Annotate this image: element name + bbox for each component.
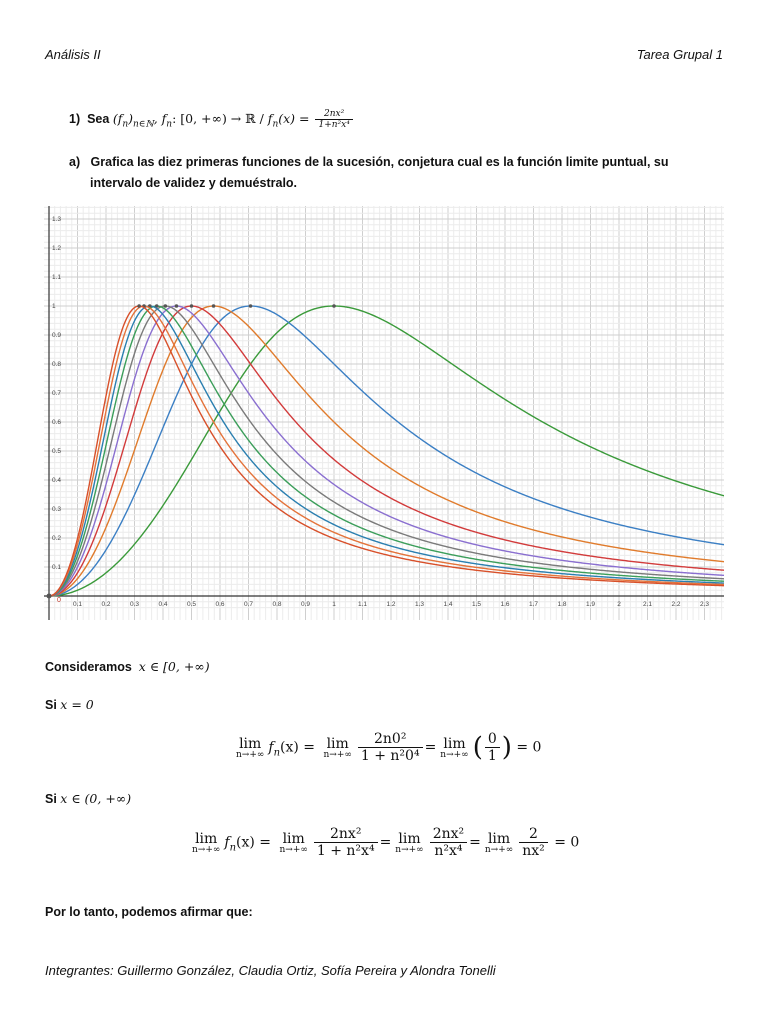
- case1-line: [45, 697, 94, 712]
- x-tick-label: 1.7: [528, 601, 539, 608]
- eq1-fn-arg: (x) =: [280, 739, 316, 756]
- x-tick-label: 0.4: [158, 601, 168, 608]
- lim-1a-sub: n→+∞: [236, 749, 265, 760]
- eq2-equals-1: =: [379, 834, 392, 851]
- x-tick-label: 2.1: [642, 601, 653, 608]
- consider-label: Consideramos: [45, 660, 132, 674]
- y-tick-label: 0.1: [52, 564, 62, 571]
- lim-2d-sub: n→+∞: [484, 844, 514, 855]
- fn-fraction: [315, 109, 352, 130]
- fn-lhs-sub: n: [272, 119, 279, 130]
- eq2-fn-sub: n: [229, 842, 237, 854]
- y-tick-label: 0.8: [52, 361, 62, 368]
- eq1-equals: =: [424, 739, 437, 756]
- x-tick-label: 2.2: [671, 601, 681, 608]
- eq2-num3: 2: [519, 826, 548, 843]
- eq2-num2: 2nx²: [430, 826, 467, 843]
- peak-point-n-1: [332, 304, 336, 308]
- y-tick-label: 1.1: [52, 274, 62, 281]
- x-tick-label: 1.4: [443, 601, 453, 608]
- sequence-symbol: (f: [112, 110, 123, 126]
- y-tick-label: 0.5: [52, 448, 62, 455]
- eq1-result: = 0: [516, 739, 542, 756]
- x-tick-label: 0.6: [215, 601, 225, 608]
- eq1-inner-den: 1: [487, 748, 497, 764]
- footer-members: Integrantes: Guillermo González, Claudia Ortiz, Sofía Pereira y Alondra Tonelli: [45, 963, 496, 978]
- problem-number: 1): [69, 111, 81, 126]
- eq2-den3: nx²: [522, 843, 545, 859]
- consider-math: x ∈ [0, +∞): [138, 659, 210, 674]
- x-tick-label: 1.1: [357, 601, 368, 608]
- header-left: Análisis II: [45, 47, 101, 62]
- lim-1c: lim: [443, 735, 466, 752]
- case1-si: Si: [45, 698, 57, 712]
- peak-point-n-3: [212, 304, 216, 308]
- lim-1b-sub: n→+∞: [323, 749, 352, 760]
- case2-si: Si: [45, 792, 57, 806]
- origin-label: 0: [57, 597, 61, 604]
- y-tick-label: 0.4: [52, 477, 62, 484]
- origin-point: [47, 594, 52, 599]
- eq2-den1: 1 + n²x⁴: [316, 843, 375, 859]
- map-symbol: f: [161, 110, 167, 126]
- sequence-sub: n: [122, 119, 129, 130]
- y-tick-label: 0.7: [52, 390, 62, 397]
- lim-2c: lim: [398, 830, 421, 847]
- fn-denominator: 1+n²x⁴: [318, 120, 350, 130]
- y-tick-label: 1.2: [52, 245, 62, 252]
- conclusion: Por lo tanto, podemos afirmar que:: [45, 905, 253, 919]
- eq2-num1: 2nx²: [314, 826, 378, 843]
- eq2-fn: f: [224, 834, 230, 851]
- lim-2a: lim: [195, 830, 218, 847]
- peak-point-n-4: [190, 304, 194, 308]
- map-sub: n: [166, 119, 173, 130]
- x-tick-label: 1.9: [585, 601, 596, 608]
- fn-numerator: 2nx²: [315, 109, 352, 120]
- x-tick-label: 0.9: [300, 601, 311, 608]
- function-plot: [44, 206, 724, 620]
- eq2-result: = 0: [554, 834, 580, 851]
- x-tick-label: 0.7: [243, 601, 254, 608]
- x-tick-label: 2.3: [699, 601, 710, 608]
- x-tick-label: 0.8: [272, 601, 282, 608]
- lim-2b-sub: n→+∞: [279, 844, 308, 855]
- header-right: Tarea Grupal 1: [636, 47, 723, 62]
- x-tick-label: 1.3: [414, 601, 425, 608]
- sequence-close: ): [128, 110, 134, 126]
- case2-math: x ∈ (0, +∞): [60, 791, 132, 806]
- x-tick-label: 1.8: [557, 601, 567, 608]
- x-tick-label: 1.5: [471, 601, 482, 608]
- lim-1b: lim: [326, 735, 349, 752]
- problem-statement: 1) Sea $(f_n)_{n\in ℕ}$, $f_n$: [0, +∞) → ℝ / $f_n(x)$ = $\frac{\text{2nx²}}{\text{1+n²x⁴}}$: [69, 109, 355, 130]
- lim-2b: lim: [282, 830, 305, 847]
- eq1-den: 1 + n²0⁴: [360, 748, 420, 764]
- y-tick-label: 0.9: [52, 332, 62, 339]
- eq1-inner-num: 0: [485, 731, 500, 748]
- x-tick-label: 1.2: [386, 601, 396, 608]
- eq1-num: 2n0²: [358, 731, 423, 748]
- consider-line: [45, 659, 210, 674]
- part-a-line2: intervalo de validez y demuéstralo.: [90, 176, 298, 190]
- lim-2c-sub: n→+∞: [395, 844, 424, 855]
- x-tick-label: 0.5: [186, 601, 197, 608]
- y-tick-label: 0.2: [52, 535, 62, 542]
- limit-equation-1: lim n→+∞ $f_n(x)$ = lim n→+∞ $\frac{\text{2n0²}}{\text{1 + n²0⁴}}$ = lim n→+∞ ( $\frac{0}{1}$ ) = 0: [236, 731, 542, 764]
- peak-point-n-10: [137, 304, 141, 308]
- fn-arg: (x) =: [278, 110, 314, 126]
- y-tick-label: 0.6: [52, 419, 62, 426]
- y-tick-label: 0.3: [52, 506, 62, 513]
- fn-lhs: f: [267, 110, 273, 126]
- eq2-den2: n²x⁴: [434, 843, 463, 859]
- case1-math: x = 0: [60, 697, 94, 712]
- lim-2a-sub: n→+∞: [192, 844, 221, 855]
- x-tick-label: 0.1: [72, 601, 83, 608]
- lim-1a: lim: [239, 735, 262, 752]
- case2-line: [45, 791, 131, 806]
- eq2-fn-arg: (x) =: [236, 834, 272, 851]
- lim-1c-sub: n→+∞: [440, 749, 469, 760]
- peak-point-n-2: [249, 304, 253, 308]
- problem-intro: Sea: [87, 111, 110, 126]
- eq2-equals-2: =: [469, 834, 481, 851]
- y-tick-label: 1: [52, 303, 56, 310]
- index-set: n∈ℕ: [133, 119, 154, 130]
- part-a: [69, 152, 719, 194]
- peak-point-n-5: [175, 304, 179, 308]
- x-tick-label: 1: [332, 601, 336, 608]
- eq1-fn: f: [268, 739, 274, 756]
- x-tick-label: 0.2: [101, 601, 111, 608]
- x-tick-label: 0.3: [129, 601, 140, 608]
- lim-2d: lim: [487, 830, 511, 847]
- y-tick-label: 1.3: [52, 216, 62, 223]
- map-domain: : [0, +∞) → ℝ /: [172, 110, 268, 126]
- peak-point-n-6: [164, 304, 168, 308]
- x-tick-label: 1.6: [500, 601, 510, 608]
- part-a-label: a): [69, 155, 81, 169]
- part-a-line1: Grafica las diez primeras funciones de la sucesión, conjetura cual es la función limite puntual, su: [90, 155, 669, 169]
- eq1-fn-sub: n: [273, 747, 281, 759]
- limit-equation-2: [188, 826, 579, 859]
- x-tick-label: 2: [617, 601, 621, 608]
